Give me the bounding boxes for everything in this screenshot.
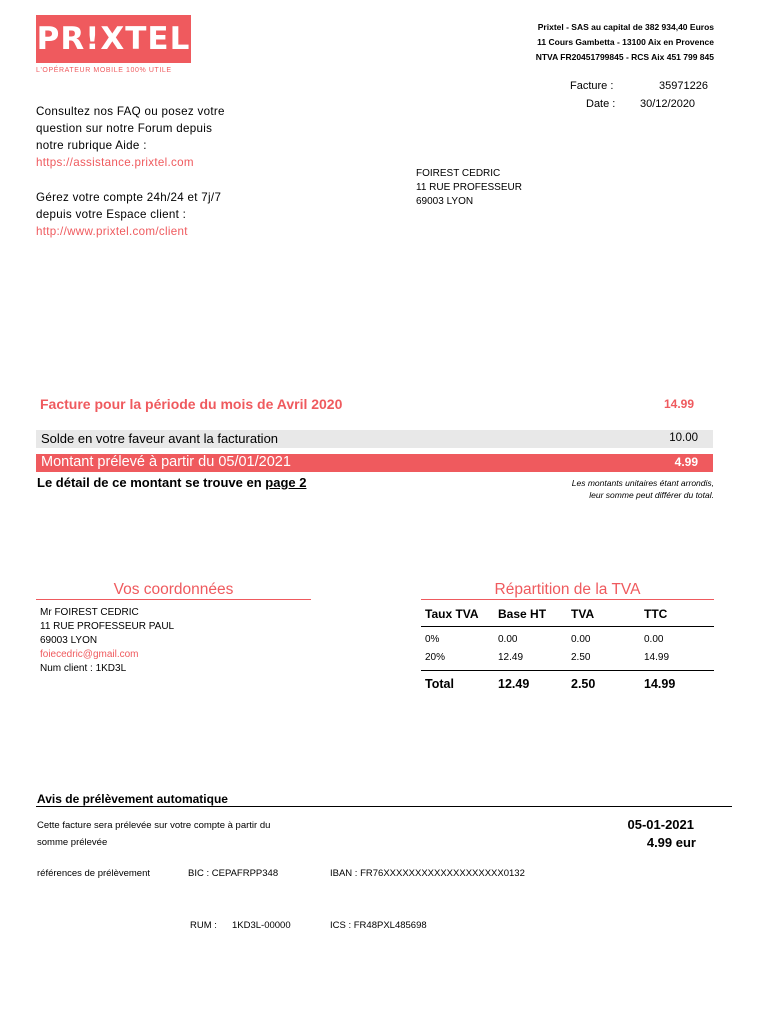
tva-total-ttc: 14.99	[644, 677, 676, 691]
rum-label: RUM :	[190, 920, 217, 931]
prixtel-logo: PR!XTEL	[36, 15, 191, 63]
help-account-line-2: depuis votre Espace client :	[36, 208, 187, 221]
tva-row-1-base: 0.00	[498, 634, 518, 645]
solde-label: Solde en votre faveur avant la facturation	[41, 431, 279, 446]
rum: 1KD3L-00000	[232, 920, 291, 931]
debit-amount: 4.99 eur	[646, 835, 696, 850]
avis-rule	[36, 806, 732, 807]
tva-row-2-ttc: 14.99	[644, 652, 670, 663]
recipient-street: 11 RUE PROFESSEUR	[416, 182, 522, 193]
invoice-number: 35971226	[659, 80, 708, 92]
tva-row-2-rate: 20%	[425, 652, 446, 663]
iban: IBAN : FR76XXXXXXXXXXXXXXXXXXX0132	[330, 868, 525, 879]
invoice-date: 30/12/2020	[640, 98, 696, 110]
recipient-city: 69003 LYON	[416, 196, 474, 207]
coordonnees-rule	[36, 599, 311, 600]
company-line-2: 11 Cours Gambetta - 13100 Aix en Provence	[537, 37, 714, 47]
help-faq	[36, 103, 225, 171]
tva-header-tva: TVA	[571, 607, 595, 621]
tva-header-rate: Taux TVA	[425, 607, 479, 621]
debit-date: 05-01-2021	[627, 817, 694, 832]
montant-label: Montant prélevé à partir du 05/01/2021	[41, 454, 291, 470]
tva-rule	[421, 599, 714, 600]
detail-line	[37, 475, 306, 490]
avis-text-line-1: Cette facture sera prélevée sur votre compte à partir du	[37, 820, 271, 831]
recipient-name: FOIREST CEDRIC	[416, 168, 501, 179]
tva-total-tva: 2.50	[571, 677, 596, 691]
coordonnees-block	[40, 606, 174, 676]
period-amount: 14.99	[663, 397, 694, 411]
ics: ICS : FR48PXL485698	[330, 920, 427, 931]
detail-text: Le détail de ce montant se trouve en	[37, 475, 266, 490]
rounding-note	[572, 477, 714, 501]
rounding-note-line-2: leur somme peut différer du total.	[589, 490, 714, 500]
tva-row-1-rate: 0%	[425, 634, 440, 645]
tva-header-base: Base HT	[498, 607, 547, 621]
help-faq-line-1: Consultez nos FAQ ou posez votre	[36, 105, 225, 118]
avis-text-line-2: somme prélevée	[37, 837, 108, 848]
help-account-line-1: Gérez votre compte 24h/24 et 7j/7	[36, 191, 222, 204]
invoice-number-label: Facture :	[570, 80, 614, 92]
tva-row-2-base: 12.49	[498, 652, 524, 663]
coord-city: 69003 LYON	[40, 635, 98, 646]
company-line-1: Prixtel - SAS au capital de 382 934,40 Euros	[537, 22, 714, 32]
coord-street: 11 RUE PROFESSEUR PAUL	[40, 621, 175, 632]
tva-total-rule	[421, 670, 714, 671]
page-2-link[interactable]: page 2	[265, 475, 307, 490]
coord-client-number: Num client : 1KD3L	[40, 663, 127, 674]
assistance-link[interactable]: https://assistance.prixtel.com	[36, 156, 194, 169]
tva-row-2-tva: 2.50	[571, 652, 591, 663]
tva-header-rule	[421, 626, 714, 627]
tva-total-base: 12.49	[498, 677, 530, 691]
refs-label: références de prélèvement	[37, 868, 151, 879]
coord-email[interactable]: foiecedric@gmail.com	[40, 649, 139, 660]
help-faq-line-2: question sur notre Forum depuis	[36, 122, 213, 135]
help-account	[36, 189, 221, 240]
rounding-note-line-1: Les montants unitaires étant arrondis,	[571, 478, 714, 488]
client-area-link[interactable]: http://www.prixtel.com/client	[36, 225, 188, 238]
avis-text	[37, 817, 270, 851]
coordonnees-title: Vos coordonnées	[113, 581, 234, 598]
solde-amount: 10.00	[669, 432, 698, 444]
tva-row-1-ttc: 0.00	[644, 634, 664, 645]
invoice-date-label: Date :	[586, 98, 616, 110]
bic: BIC : CEPAFRPP348	[188, 868, 279, 879]
brand-tagline: L'OPÉRATEUR MOBILE 100% UTILE	[36, 67, 172, 74]
tva-total-label: Total	[425, 677, 454, 691]
period-title: Facture pour la période du mois de Avril 2020	[40, 396, 343, 412]
montant-amount: 4.99	[674, 455, 698, 469]
avis-title: Avis de prélèvement automatique	[37, 792, 228, 806]
tva-row-1-tva: 0.00	[571, 634, 591, 645]
company-line-3: NTVA FR20451799845 - RCS Aix 451 799 845	[535, 52, 714, 62]
tva-header-ttc: TTC	[644, 607, 668, 621]
company-info	[536, 20, 714, 65]
coord-name: Mr FOIREST CEDRIC	[40, 607, 139, 618]
help-faq-line-3: notre rubrique Aide :	[36, 139, 147, 152]
tva-title: Répartition de la TVA	[494, 581, 641, 598]
recipient-address	[416, 167, 522, 209]
